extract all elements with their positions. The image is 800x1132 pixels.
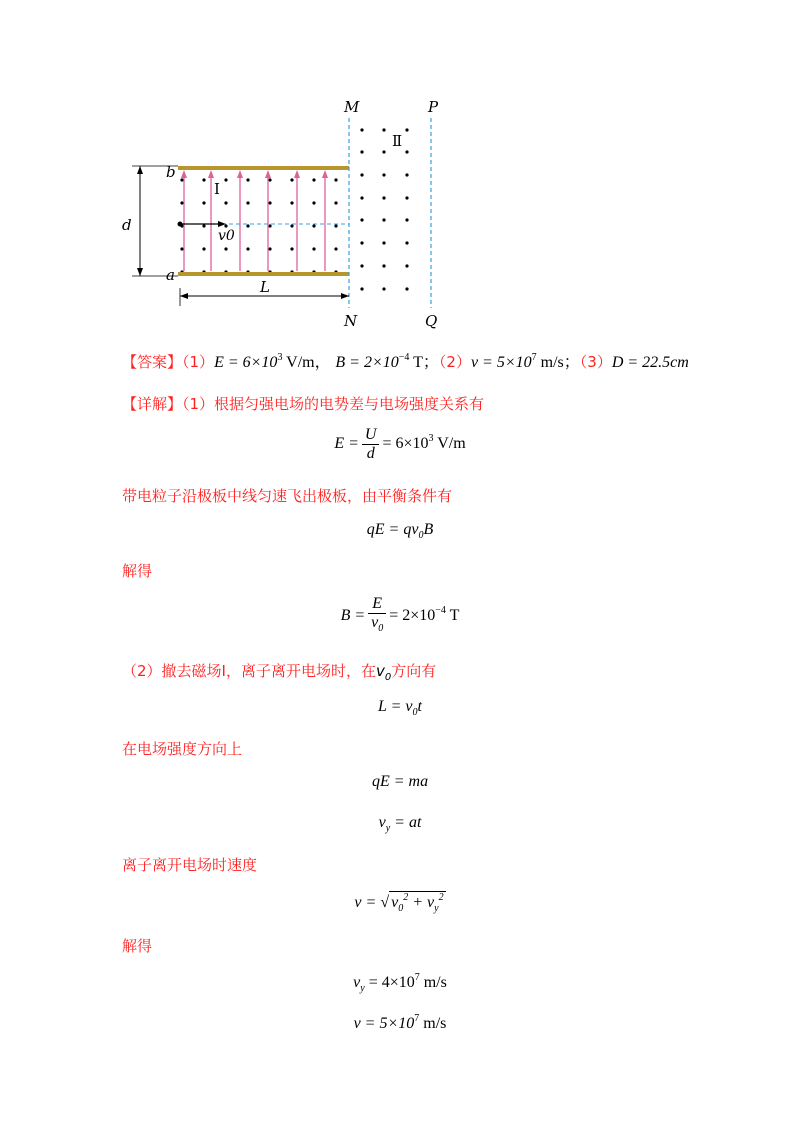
detail-text-6: 离子离开电场时速度 bbox=[122, 856, 258, 874]
field-dot bbox=[290, 224, 293, 227]
equation-9: $v = 5\times 10^7$ m/s bbox=[353, 1013, 447, 1032]
field-dot bbox=[312, 201, 315, 204]
field-dot bbox=[290, 247, 293, 250]
field-dot bbox=[405, 264, 408, 267]
field-dot bbox=[334, 224, 337, 227]
answer-v: $v = 5\times 10^7$ m/s； bbox=[470, 352, 580, 371]
field-dot bbox=[405, 173, 408, 176]
magnetic-field-dots bbox=[180, 128, 408, 290]
field-dot bbox=[268, 178, 271, 181]
field-dot bbox=[360, 241, 363, 244]
detail-text-3: 解得 bbox=[122, 562, 153, 580]
field-dot bbox=[360, 264, 363, 267]
field-dot bbox=[290, 201, 293, 204]
label-M: M bbox=[344, 98, 360, 116]
field-dot bbox=[382, 287, 385, 290]
detail-text-4: （2）撤去磁场Ⅰ，离子离开电场时，在$v_0$方向有 bbox=[122, 662, 437, 683]
field-dot bbox=[405, 128, 408, 131]
field-dot bbox=[382, 264, 385, 267]
field-line-arrowhead bbox=[181, 170, 187, 178]
field-dot bbox=[246, 178, 249, 181]
field-dot bbox=[246, 201, 249, 204]
label-N: N bbox=[344, 312, 358, 330]
field-dot bbox=[360, 287, 363, 290]
detail-text-5: 在电场强度方向上 bbox=[122, 740, 243, 758]
field-dot bbox=[224, 201, 227, 204]
field-dot bbox=[382, 241, 385, 244]
equation-4: $L = v_0t$ bbox=[378, 698, 422, 718]
label-a: a bbox=[166, 266, 175, 284]
field-dot bbox=[360, 218, 363, 221]
label-L: L bbox=[260, 278, 270, 296]
field-dot bbox=[334, 201, 337, 204]
field-dot bbox=[202, 178, 205, 181]
answer-B: $B = 2\times 10^{-4}$ T； bbox=[335, 352, 439, 371]
label-d: d bbox=[122, 216, 132, 234]
label-region-2: Ⅱ bbox=[392, 132, 403, 150]
label-v0: v0 bbox=[218, 228, 235, 244]
field-dot bbox=[360, 173, 363, 176]
detail-text-7: 解得 bbox=[122, 937, 153, 955]
equation-6: $v_y$ = at bbox=[378, 814, 422, 834]
field-dot bbox=[268, 224, 271, 227]
field-dot bbox=[382, 150, 385, 153]
electric-field-lines bbox=[181, 170, 328, 271]
answer-tag: 【答案】 bbox=[122, 353, 183, 371]
field-dot bbox=[268, 201, 271, 204]
field-dot bbox=[202, 201, 205, 204]
equation-1: E = $\frac{U}{d}$ = $6\times 10^3$ V/m bbox=[334, 426, 466, 462]
equation-5: qE = ma bbox=[371, 773, 429, 790]
label-Q: Q bbox=[425, 312, 438, 330]
field-dot bbox=[246, 224, 249, 227]
answer-D: D = 22.5cm bbox=[611, 354, 689, 371]
equation-3: B = $\frac{E}{v_0}$ = $2\times 10^{-4}$ T bbox=[340, 595, 460, 634]
field-dot bbox=[405, 150, 408, 153]
field-dot bbox=[382, 173, 385, 176]
field-dot bbox=[224, 247, 227, 250]
field-dot bbox=[224, 178, 227, 181]
plate-b bbox=[178, 166, 349, 170]
detail-text-2: 带电粒子沿极板中线匀速飞出极板，由平衡条件有 bbox=[122, 487, 453, 505]
plate-a bbox=[178, 272, 349, 276]
equation-8: $v_y = 4\times 10^7$ m/s bbox=[353, 972, 447, 994]
label-region-1: Ⅰ bbox=[214, 180, 220, 198]
equation-7: v = √ $v_0^2 + v_y^2$ bbox=[354, 892, 444, 914]
field-dot bbox=[382, 218, 385, 221]
field-dot bbox=[246, 247, 249, 250]
field-dot bbox=[180, 178, 183, 181]
field-dot bbox=[312, 247, 315, 250]
field-dot bbox=[312, 178, 315, 181]
field-dot bbox=[382, 196, 385, 199]
field-dot bbox=[312, 224, 315, 227]
field-dot bbox=[405, 241, 408, 244]
field-line-arrowhead bbox=[322, 170, 328, 178]
field-line-arrowhead bbox=[208, 170, 214, 178]
field-dot bbox=[202, 247, 205, 250]
detail-heading: 【详解】（1）根据匀强电场的电势差与电场强度关系有 bbox=[122, 395, 485, 413]
equation-2: qE = $qv_0B$ bbox=[366, 521, 434, 541]
field-dot bbox=[180, 247, 183, 250]
label-P: P bbox=[428, 98, 439, 116]
field-dot bbox=[405, 196, 408, 199]
field-dot bbox=[360, 150, 363, 153]
field-dot bbox=[405, 218, 408, 221]
field-dot bbox=[382, 128, 385, 131]
field-dot bbox=[360, 128, 363, 131]
field-dot bbox=[334, 178, 337, 181]
field-line-arrowhead bbox=[237, 170, 243, 178]
field-dot bbox=[268, 247, 271, 250]
field-dot bbox=[202, 224, 205, 227]
field-dot bbox=[290, 178, 293, 181]
physics-figure bbox=[0, 0, 800, 340]
field-line-arrowhead bbox=[294, 170, 300, 178]
field-dot bbox=[180, 201, 183, 204]
field-dot bbox=[360, 196, 363, 199]
label-b: b bbox=[166, 163, 176, 181]
answer-E: $E = 6\times 10^3$ V/m， bbox=[214, 352, 331, 371]
field-dot bbox=[405, 287, 408, 290]
field-dot bbox=[334, 247, 337, 250]
field-line-arrowhead bbox=[265, 170, 271, 178]
answer-line: 【答案】$(1)E = 6\times 10^3$ V/m， $B = 2\times 10^{-4}$ T；$(2)v = 5\times 10^7$ m/s；（3）D = 22.5cm bbox=[122, 352, 689, 371]
